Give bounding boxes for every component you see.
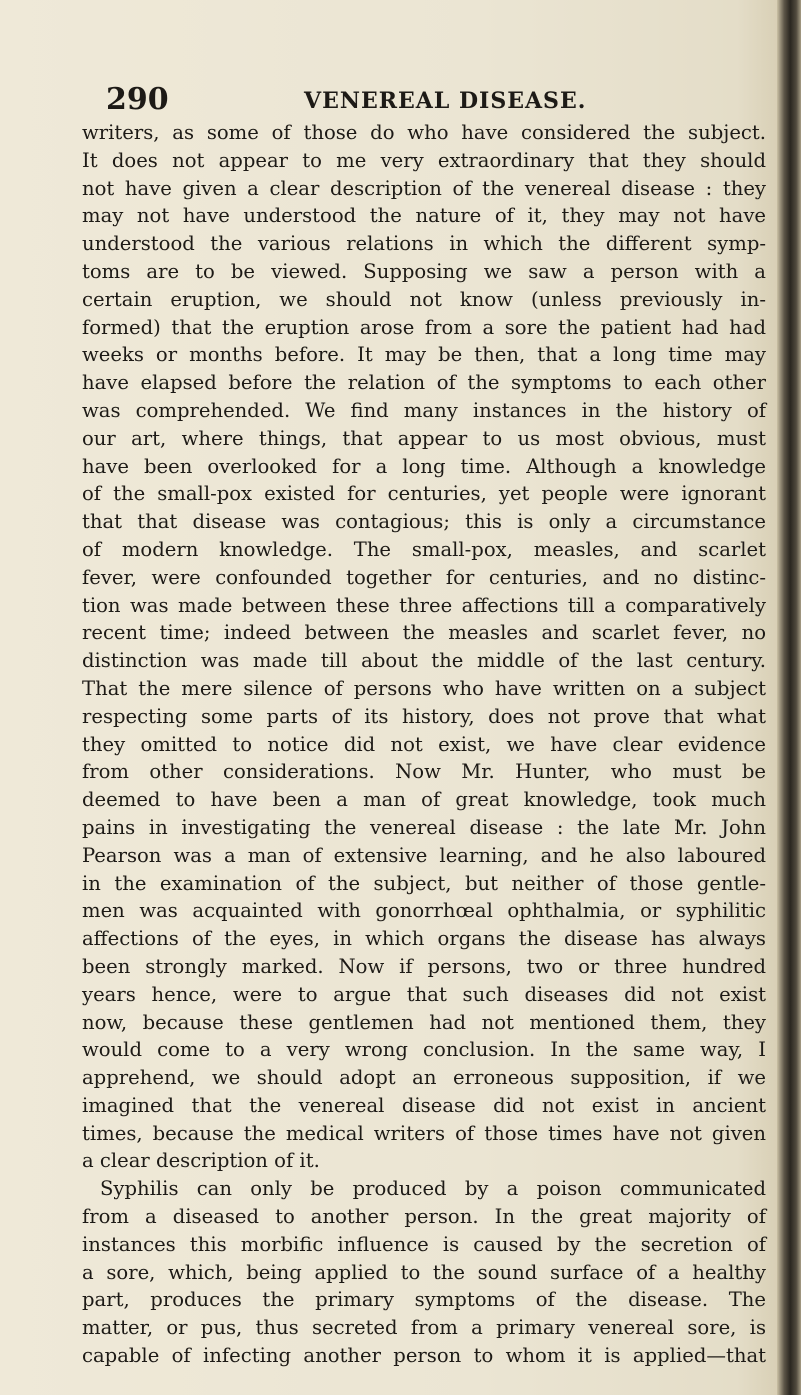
text-line: formed) that the eruption arose from a sore the patient had had: [82, 315, 766, 339]
text-line: our art, where things, that appear to us most obvious, must: [82, 426, 766, 450]
text-line: deemed to have been a man of great knowledge, took much: [82, 788, 766, 812]
text-line: from other considerations. Now Mr. Hunter, who must be: [82, 760, 766, 784]
text-line: matter, or pus, thus secreted from a primary venereal sore, is: [82, 1316, 766, 1340]
text-line: capable of infecting another person to whom it is applied—that: [82, 1344, 766, 1368]
text-line: have been overlooked for a long time. Although a knowledge: [82, 454, 766, 478]
text-line: writers, as some of those do who have considered the subject.: [82, 121, 766, 144]
page-edge-shadow: [777, 0, 801, 1395]
text-line: toms are to be viewed. Supposing we saw a person with a: [82, 259, 766, 283]
text-line: affections of the eyes, in which organs the disease has always: [82, 927, 766, 951]
text-line: in the examination of the subject, but neither of those gentle-: [82, 871, 766, 895]
text-line: Pearson was a man of extensive learning, and he also laboured: [82, 843, 766, 867]
text-line: would come to a very wrong conclusion. In the same way, I: [82, 1038, 766, 1062]
text-line: certain eruption, we should not know (unless previously in-: [82, 287, 766, 311]
text-line: was comprehended. We find many instances in the history of: [82, 398, 766, 422]
text-line: times, because the medical writers of those times have not given: [82, 1121, 766, 1145]
text-line: have elapsed before the relation of the symptoms to each other: [82, 371, 766, 395]
text-line: of the small-pox existed for centuries, yet people were ignorant: [82, 482, 766, 506]
text-line: pains in investigating the venereal disease : the late Mr. John: [82, 815, 766, 839]
text-line: That the mere silence of persons who have written on a subject: [82, 676, 766, 700]
text-line: tion was made between these three affections till a comparatively: [82, 593, 766, 617]
text-line: understood the various relations in which the different symp-: [82, 232, 766, 256]
page-number: 290: [106, 82, 169, 117]
text-line: may not have understood the nature of it, they may not have: [82, 204, 766, 228]
text-line: of modern knowledge. The small-pox, measles, and scarlet: [82, 537, 766, 561]
text-line: not have given a clear description of the venereal disease : they: [82, 176, 766, 200]
paragraph: [82, 1175, 766, 1370]
text-line: from a diseased to another person. In the great majority of: [82, 1205, 766, 1229]
text-line: Syphilis can only be produced by a poison communicated: [100, 1177, 766, 1201]
text-line: imagined that the venereal disease did not exist in ancient: [82, 1093, 766, 1117]
text-body: [82, 119, 766, 1370]
text-line: It does not appear to me very extraordinary that they should: [82, 148, 766, 172]
text-line: weeks or months before. It may be then, that a long time may: [82, 343, 766, 367]
text-line: a clear description of it.: [82, 1149, 320, 1173]
text-line: recent time; indeed between the measles and scarlet fever, no: [82, 621, 766, 645]
text-line: that that disease was contagious; this is only a circumstance: [82, 510, 766, 534]
text-line: apprehend, we should adopt an erroneous supposition, if we: [82, 1066, 766, 1090]
text-line: they omitted to notice did not exist, we have clear evidence: [82, 732, 766, 756]
text-line: fever, were confounded together for centuries, and no distinc-: [82, 565, 766, 589]
text-line: been strongly marked. Now if persons, two or three hundred: [82, 954, 766, 978]
text-line: instances this morbific influence is caused by the secretion of: [82, 1232, 766, 1256]
paragraph: [82, 119, 766, 1175]
text-line: now, because these gentlemen had not mentioned them, they: [82, 1010, 766, 1034]
text-line: years hence, were to argue that such diseases did not exist: [82, 982, 766, 1006]
running-head: [0, 82, 801, 122]
text-line: a sore, which, being applied to the sound surface of a healthy: [82, 1260, 766, 1284]
text-line: distinction was made till about the middle of the last century.: [82, 649, 766, 673]
text-line: respecting some parts of its history, does not prove that what: [82, 704, 766, 728]
text-line: part, produces the primary symptoms of the disease. The: [82, 1288, 766, 1312]
running-title: VENEREAL DISEASE.: [304, 88, 587, 114]
text-line: men was acquainted with gonorrhœal ophthalmia, or syphilitic: [82, 899, 766, 923]
